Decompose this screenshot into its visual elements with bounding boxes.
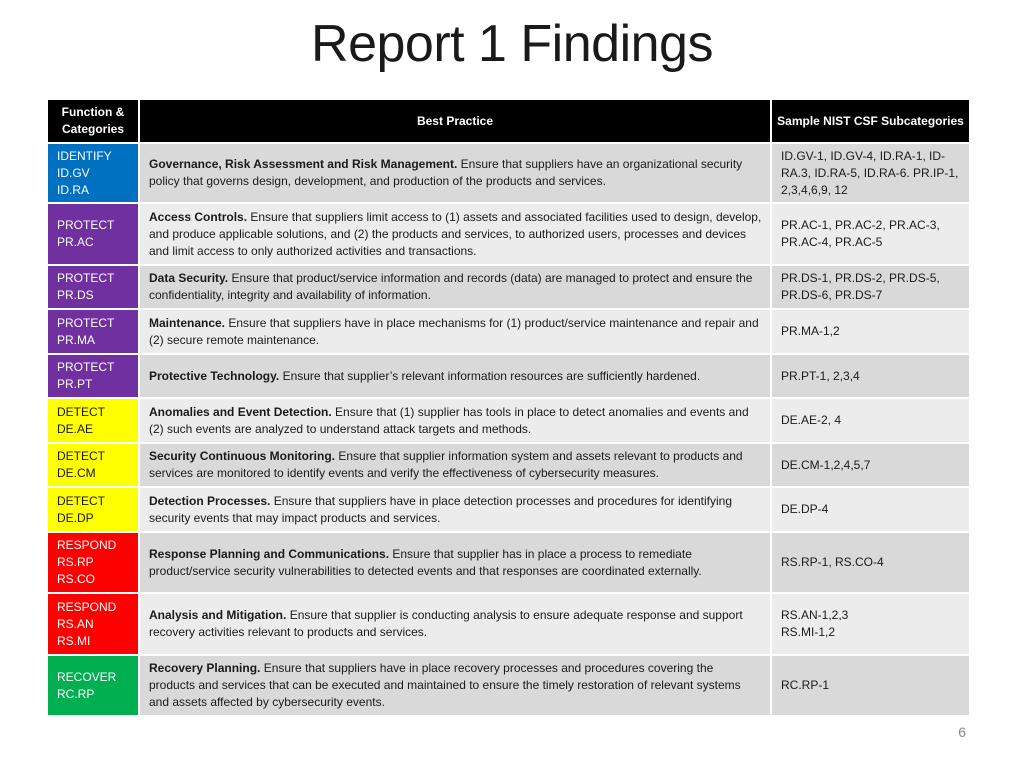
function-category-cell	[47, 309, 139, 354]
best-practice-cell	[139, 443, 771, 487]
best-practice-title: Protective Technology.	[149, 368, 280, 383]
nist-subcategories-cell	[771, 655, 970, 716]
best-practice-text: Ensure that supplier information system and assets relevant to products and services are monitored to identify events and verify the effectiveness of cybersecurity measures.	[149, 449, 743, 480]
function-category-line: DE.DP	[57, 510, 94, 525]
function-category-line: DE.CM	[57, 466, 96, 480]
best-practice-title: Access Controls.	[149, 209, 248, 224]
function-category-line: PR.PT	[57, 377, 93, 391]
best-practice-cell	[139, 143, 771, 203]
best-practice-cell	[139, 203, 771, 265]
best-practice-cell	[139, 265, 771, 309]
best-practice-text: Ensure that suppliers have in place mechanisms for (1) product/service maintenance and repair and (2) secure remote maintenance.	[149, 315, 759, 347]
function-category-line: PR.AC	[57, 235, 94, 249]
nist-subcategories-cell	[771, 203, 970, 265]
nist-subcategory-line: DE.AE-2, 4	[781, 413, 842, 427]
table-header-row	[47, 99, 970, 143]
function-category-line: PROTECT	[57, 315, 115, 330]
header-best-practice: Best Practice	[139, 99, 771, 143]
best-practice-text: Ensure that suppliers have an organizational security policy that governs design, development, and production of the products and services.	[149, 157, 743, 188]
function-category-line: PROTECT	[57, 271, 115, 285]
function-category-line: RS.CO	[57, 572, 96, 586]
nist-subcategory-line: RS.AN-1,2,3	[781, 608, 849, 622]
nist-subcategories-cell	[771, 532, 970, 593]
table-row	[47, 655, 970, 716]
best-practice-title: Detection Processes.	[149, 493, 271, 508]
best-practice-title: Response Planning and Communications.	[149, 546, 390, 561]
nist-subcategory-line: PR.PT-1, 2,3,4	[781, 368, 860, 383]
table-row	[47, 532, 970, 593]
best-practice-title: Anomalies and Event Detection.	[149, 404, 332, 419]
nist-subcategories-cell	[771, 443, 970, 487]
nist-subcategory-line: RS.MI-1,2	[781, 625, 836, 639]
nist-subcategories-cell	[771, 309, 970, 354]
function-category-cell	[47, 265, 139, 309]
best-practice-text: Ensure that (1) supplier has tools in place to detect anomalies and events and (2) such events are analyzed to understand attack targets and methods.	[149, 404, 749, 436]
best-practice-cell	[139, 532, 771, 593]
function-category-line: PROTECT	[57, 360, 115, 374]
table-row	[47, 265, 970, 309]
function-category-cell	[47, 203, 139, 265]
best-practice-text: Ensure that suppliers have in place recovery processes and procedures covering the products and services that can be executed and maintained to ensure the timely restoration of relevant systems and assets affected by cybersecurity events.	[149, 661, 741, 709]
table-row	[47, 309, 970, 354]
table-row	[47, 143, 970, 203]
table-row	[47, 203, 970, 265]
table-row	[47, 443, 970, 487]
function-category-line: PROTECT	[57, 218, 115, 232]
nist-subcategory-line: PR.AC-1, PR.AC-2, PR.AC-3, PR.AC-4, PR.AC-5	[781, 218, 940, 249]
page-title: Report 1 Findings	[311, 15, 713, 73]
function-category-line: DETECT	[57, 404, 105, 419]
nist-subcategory-line: RC.RP-1	[781, 678, 830, 692]
nist-subcategories-cell	[771, 593, 970, 655]
header-function: Function & Categories	[47, 99, 139, 143]
function-category-cell	[47, 593, 139, 655]
function-category-line: IDENTIFY	[57, 148, 112, 163]
best-practice-text: Ensure that supplier is conducting analysis to ensure adequate response and support recovery activities relevant to products and services.	[149, 608, 743, 639]
function-category-line: RECOVER	[57, 669, 117, 684]
nist-subcategory-line: RS.RP-1, RS.CO-4	[781, 555, 884, 569]
function-category-line: ID.RA	[57, 182, 90, 197]
best-practice-cell	[139, 309, 771, 354]
best-practice-title: Maintenance.	[149, 315, 226, 330]
nist-subcategories-cell	[771, 398, 970, 443]
table-row	[47, 398, 970, 443]
nist-subcategory-line: DE.DP-4	[781, 502, 829, 516]
nist-subcategory-line: PR.DS-1, PR.DS-2, PR.DS-5, PR.DS-6, PR.DS-7	[781, 271, 940, 302]
table-body	[47, 143, 970, 716]
function-category-line: RESPOND	[57, 599, 117, 614]
function-category-line: RESPOND	[57, 538, 117, 552]
best-practice-cell	[139, 398, 771, 443]
function-category-line: RS.MI	[57, 633, 91, 648]
best-practice-text: Ensure that product/service information and records (data) are managed to protect and ensure the confidentiality, integrity and availability of information.	[149, 271, 753, 302]
nist-subcategory-line: ID.GV-1, ID.GV-4, ID.RA-1, ID-RA.3, ID.RA-5, ID.RA-6. PR.IP-1, 2,3,4,6,9, 12	[781, 148, 959, 197]
findings-table	[46, 98, 971, 717]
function-category-line: PR.DS	[57, 288, 94, 302]
function-category-cell	[47, 487, 139, 532]
function-category-line: DETECT	[57, 449, 105, 463]
nist-subcategory-line: DE.CM-1,2,4,5,7	[781, 457, 871, 472]
function-category-cell	[47, 532, 139, 593]
function-category-cell	[47, 354, 139, 398]
function-category-line: DE.AE	[57, 421, 94, 436]
function-category-cell	[47, 398, 139, 443]
best-practice-text: Ensure that suppliers have in place detection processes and procedures for identifying security events that may impact products and services.	[149, 493, 732, 525]
best-practice-title: Governance, Risk Assessment and Risk Management.	[149, 157, 458, 171]
table-row	[47, 487, 970, 532]
function-category-line: DETECT	[57, 493, 105, 508]
table-row	[47, 593, 970, 655]
function-category-cell	[47, 655, 139, 716]
function-category-cell	[47, 443, 139, 487]
best-practice-title: Security Continuous Monitoring.	[149, 449, 335, 463]
nist-subcategories-cell	[771, 354, 970, 398]
best-practice-text: Ensure that supplier’s relevant information resources are sufficiently hardened.	[279, 368, 701, 383]
function-category-line: RC.RP	[57, 686, 95, 701]
best-practice-cell	[139, 354, 771, 398]
function-category-line: PR.MA	[57, 332, 96, 347]
best-practice-title: Recovery Planning.	[149, 661, 261, 675]
nist-subcategories-cell	[771, 143, 970, 203]
nist-subcategory-line: PR.MA-1,2	[781, 324, 840, 338]
nist-subcategories-cell	[771, 265, 970, 309]
nist-subcategories-cell	[771, 487, 970, 532]
best-practice-title: Analysis and Mitigation.	[149, 608, 287, 622]
best-practice-text: Ensure that suppliers limit access to (1) assets and associated facilities used to design, develop, and produce applicable solutions, and (2) the products and services, to authorized users, processes and devices and limit access to only authorized activities and transactions.	[149, 209, 762, 258]
best-practice-title: Data Security.	[149, 271, 229, 285]
function-category-cell	[47, 143, 139, 203]
best-practice-cell	[139, 487, 771, 532]
function-category-line: RS.RP	[57, 555, 94, 569]
best-practice-text: Ensure that supplier has in place a process to remediate product/service security vulnerabilities to detected events and that responses are coordinated externally.	[149, 546, 702, 578]
header-nist: Sample NIST CSF Subcategories	[771, 99, 970, 143]
table-row	[47, 354, 970, 398]
function-category-line: ID.GV	[57, 165, 90, 180]
best-practice-cell	[139, 593, 771, 655]
best-practice-cell	[139, 655, 771, 716]
function-category-line: RS.AN	[57, 616, 94, 631]
page-number: 6	[958, 724, 966, 740]
